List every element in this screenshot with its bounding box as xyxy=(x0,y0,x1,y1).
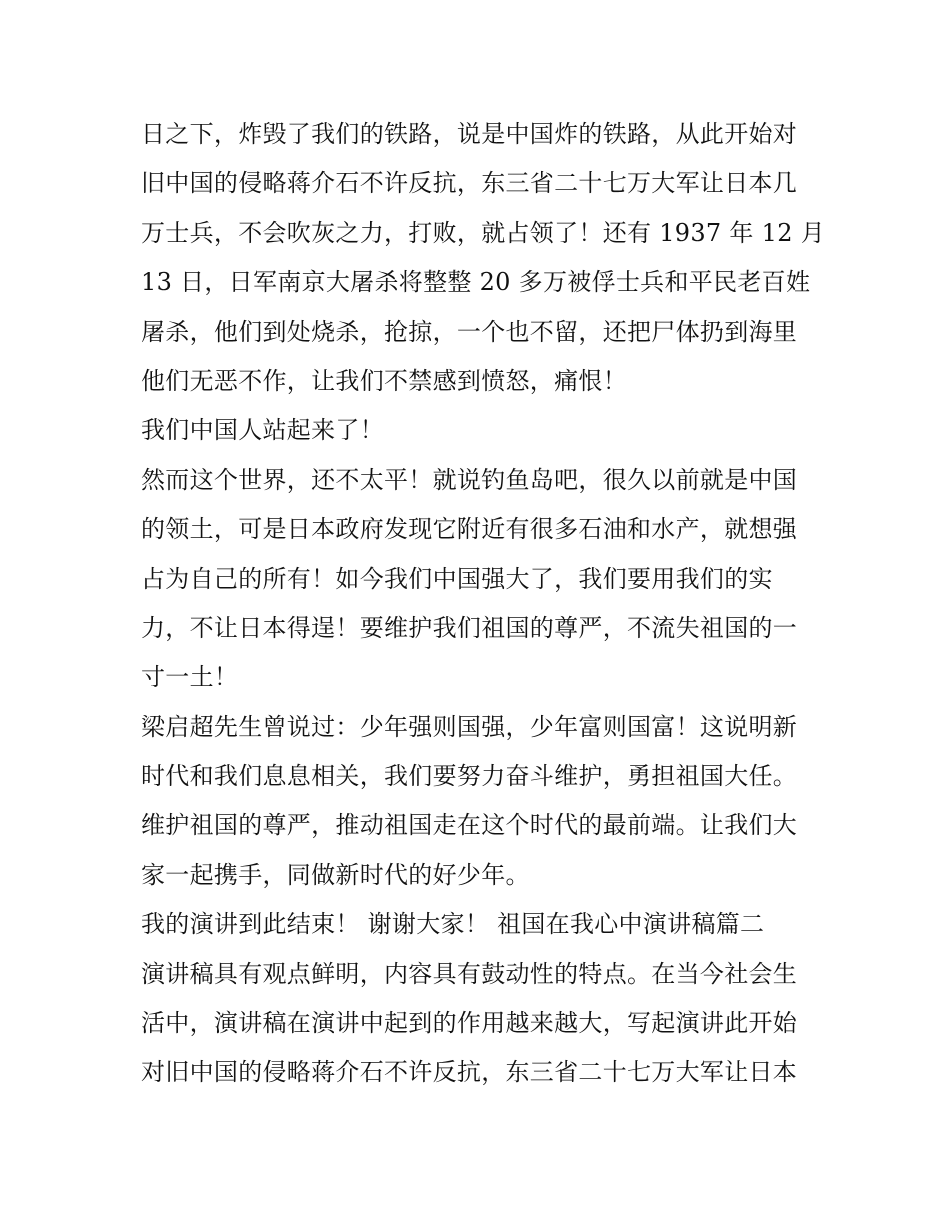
text-line: 屠杀，他们到处烧杀，抢掠，一个也不留，还把尸体扔到海里 xyxy=(141,317,798,346)
text-line: 维护祖国的尊严，推动祖国走在这个时代的最前端。让我们大 xyxy=(141,811,798,840)
text-line: 他们无恶不作，让我们不禁感到愤怒，痛恨！ xyxy=(141,366,627,395)
text-line: 我们中国人站起来了！ xyxy=(141,416,384,445)
text-line: 日之下，炸毁了我们的铁路，说是中国炸的铁路，从此开始对 xyxy=(141,120,798,148)
text-line: 家一起携手，同做新时代的好少年。 xyxy=(141,860,530,889)
text-line: 时代和我们息息相关，我们要努力奋斗维护，勇担祖国大任。 xyxy=(141,762,798,791)
document-body xyxy=(141,110,831,1098)
text-line: 占为自己的所有！如今我们中国强大了，我们要用我们的实 xyxy=(141,564,773,593)
text-line: 我的演讲到此结束！ 谢谢大家！ 祖国在我心中演讲稿篇二 xyxy=(141,910,765,939)
text-line: 万士兵，不会吹灰之力，打败，就占领了！还有 1937 年 12 月 xyxy=(141,218,826,247)
text-line: 对旧中国的侵略蒋介石不许反抗，东三省二十七万大军让日本 xyxy=(141,1058,798,1087)
text-line: 的领土，可是日本政府发现它附近有很多石油和水产，就想强 xyxy=(141,515,798,544)
text-line: 力，不让日本得逞！要维护我们祖国的尊严，不流失祖国的一 xyxy=(141,613,798,642)
text-line: 演讲稿具有观点鲜明，内容具有鼓动性的特点。在当今社会生 xyxy=(141,959,798,988)
text-line: 寸一土！ xyxy=(141,663,239,692)
text-line: 旧中国的侵略蒋介石不许反抗，东三省二十七万大军让日本几 xyxy=(141,169,798,198)
text-line: 然而这个世界，还不太平！就说钓鱼岛吧，很久以前就是中国 xyxy=(141,465,798,494)
text-line: 13 日，日军南京大屠杀将整整 20 多万被俘士兵和平民老百姓 xyxy=(141,268,811,297)
text-line: 活中，演讲稿在演讲中起到的作用越来越大，写起演讲此开始 xyxy=(141,1009,798,1038)
text-line: 梁启超先生曾说过：少年强则国强，少年富则国富！这说明新 xyxy=(141,712,798,741)
